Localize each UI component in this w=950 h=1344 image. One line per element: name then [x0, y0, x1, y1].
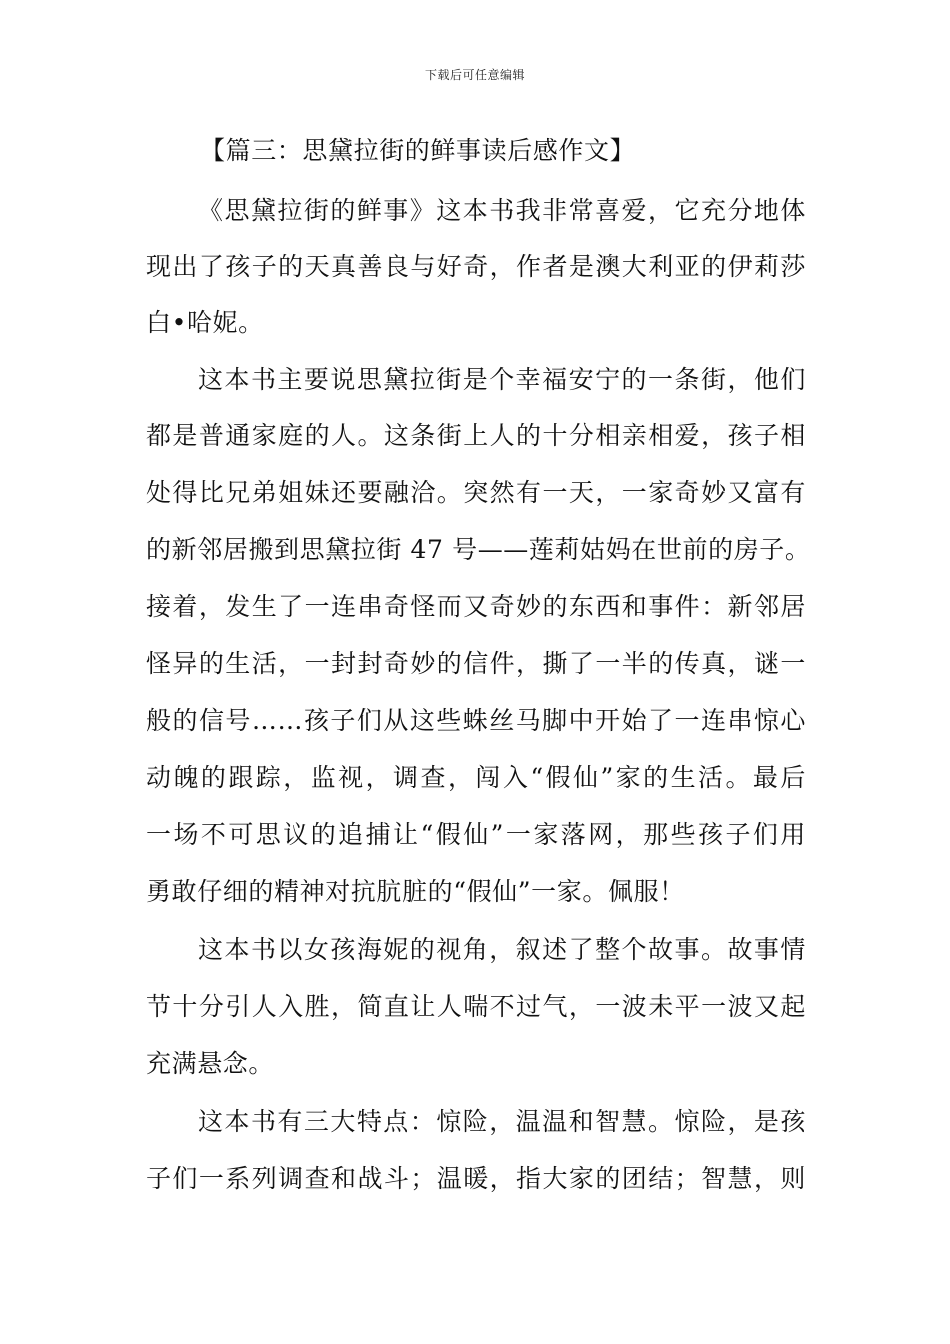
paragraph-4-line-2: 子们一系列调查和战斗；温暖，指大家的团结；智慧，则 [146, 1164, 806, 1193]
paragraph-3-line-3: 充满悬念。 [146, 1049, 275, 1078]
paragraph-4-line-1: 这本书有三大特点：惊险，温温和智慧。惊险，是孩 [198, 1107, 806, 1136]
paragraph-2-line-8: 动魄的跟踪，监视，调查，闯入“假仙”家的生活。最后 [146, 763, 806, 792]
paragraph-2-line-6: 怪异的生活，一封封奇妙的信件，撕了一半的传真，谜一 [146, 649, 806, 678]
paragraph-3-line-1: 这本书以女孩海妮的视角，叙述了整个故事。故事情 [198, 935, 806, 964]
document-title: 【篇三：思黛拉街的鲜事读后感作文】 [200, 136, 636, 165]
paragraph-2-line-2: 都是普通家庭的人。这条街上人的十分相亲相爱，孩子相 [146, 421, 806, 450]
paragraph-1-line-3: 白•哈妮。 [146, 308, 264, 337]
paragraph-2-line-10: 勇敢仔细的精神对抗肮脏的“假仙”一家。佩服！ [146, 877, 685, 906]
header-note: 下载后可任意编辑 [424, 68, 525, 82]
paragraph-2-line-1: 这本书主要说思黛拉街是个幸福安宁的一条街，他们 [198, 365, 806, 394]
paragraph-3-line-2: 节十分引人入胜，简直让人喘不过气，一波未平一波又起 [146, 992, 806, 1021]
paragraph-1-line-1: 《思黛拉街的鲜事》这本书我非常喜爱，它充分地体 [198, 196, 806, 225]
paragraph-1-line-2: 现出了孩子的天真善良与好奇，作者是澳大利亚的伊莉莎 [146, 252, 806, 281]
paragraph-2-line-5: 接着，发生了一连串奇怪而又奇妙的东西和事件：新邻居 [146, 592, 806, 621]
paragraph-2-line-9: 一场不可思议的追捕让“假仙”一家落网，那些孩子们用 [146, 820, 806, 849]
paragraph-2-line-3: 处得比兄弟姐妹还要融洽。突然有一天，一家奇妙又富有 [146, 478, 806, 507]
paragraph-2-line-7: 般的信号……孩子们从这些蛛丝马脚中开始了一连串惊心 [146, 706, 806, 735]
paragraph-2-line-4: 的新邻居搬到思黛拉街 47 号——莲莉姑妈在世前的房子。 [146, 535, 811, 564]
